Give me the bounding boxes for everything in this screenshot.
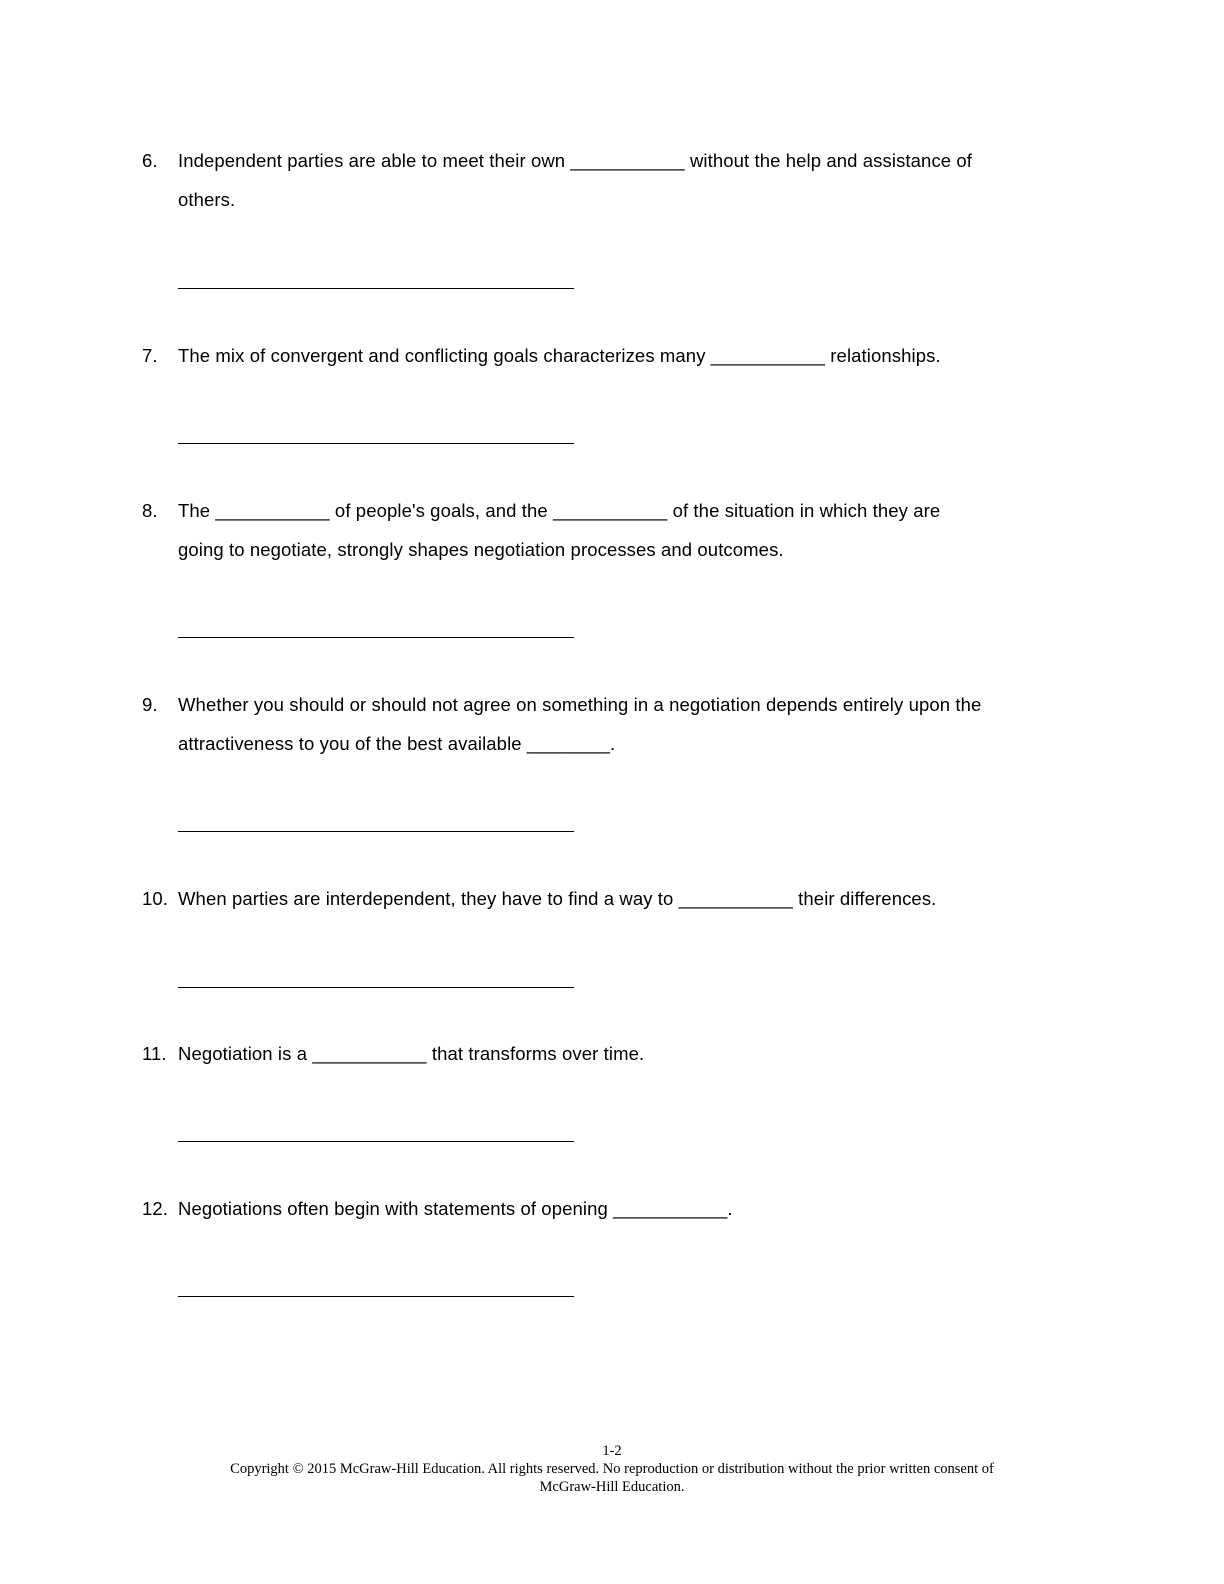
answer-blank-9[interactable] bbox=[178, 831, 574, 832]
question-7 bbox=[142, 336, 1042, 375]
question-9 bbox=[142, 685, 1042, 763]
page-number: 1-2 bbox=[602, 1443, 622, 1459]
question-number: 6. bbox=[142, 150, 158, 171]
copyright-line-1: Copyright © 2015 McGraw-Hill Education. All rights reserved. No reproduction or distribution without the prior written consent of bbox=[230, 1461, 994, 1477]
question-text: The ___________ of people's goals, and the ___________ of the situation in which they are bbox=[178, 500, 941, 521]
question-8 bbox=[142, 491, 1042, 569]
question-number: 7. bbox=[142, 345, 158, 366]
copyright-line-2: McGraw-Hill Education. bbox=[539, 1479, 685, 1495]
question-number: 12. bbox=[142, 1198, 169, 1219]
page-footer bbox=[0, 1442, 1224, 1496]
question-number: 8. bbox=[142, 500, 158, 521]
question-number: 10. bbox=[142, 888, 169, 909]
question-12 bbox=[142, 1189, 1042, 1228]
question-text: Negotiations often begin with statements of opening ___________. bbox=[178, 1198, 733, 1219]
answer-blank-11[interactable] bbox=[178, 1141, 574, 1142]
question-text: Negotiation is a ___________ that transforms over time. bbox=[178, 1043, 645, 1064]
question-10 bbox=[142, 879, 1042, 918]
answer-blank-8[interactable] bbox=[178, 637, 574, 638]
question-text: The mix of convergent and conflicting goals characterizes many ___________ relationships. bbox=[178, 345, 941, 366]
answer-blank-7[interactable] bbox=[178, 443, 574, 444]
question-text-continued: others. bbox=[178, 189, 236, 210]
question-number: 9. bbox=[142, 694, 158, 715]
answer-blank-6[interactable] bbox=[178, 288, 574, 289]
question-text-continued: attractiveness to you of the best available ________. bbox=[178, 733, 616, 754]
question-6 bbox=[142, 141, 1042, 219]
question-text: When parties are interdependent, they have to find a way to ___________ their differences. bbox=[178, 888, 937, 909]
question-text: Independent parties are able to meet their own ___________ without the help and assistance of bbox=[178, 150, 973, 171]
question-11 bbox=[142, 1034, 1042, 1073]
question-text: Whether you should or should not agree on something in a negotiation depends entirely upon the bbox=[178, 694, 982, 715]
answer-blank-12[interactable] bbox=[178, 1296, 574, 1297]
question-text-continued: going to negotiate, strongly shapes negotiation processes and outcomes. bbox=[178, 539, 784, 560]
question-number: 11. bbox=[142, 1043, 167, 1064]
answer-blank-10[interactable] bbox=[178, 987, 574, 988]
